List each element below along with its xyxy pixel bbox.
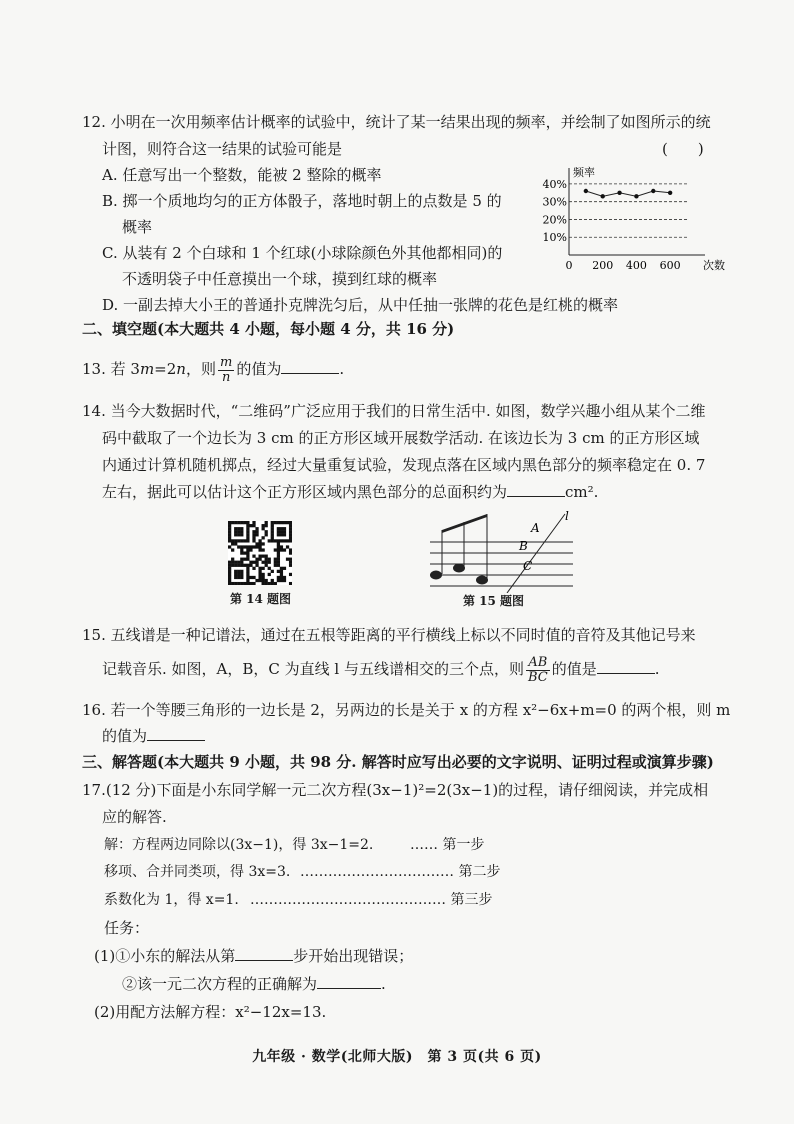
section-solution-title: 三、解答题(本大题共 9 小题，共 98 分. 解答时应写出必要的文字说明、证明过程或演算步骤) — [82, 753, 714, 771]
x-tick-label: 400 — [625, 259, 647, 272]
q12-option-d: D. 一副去掉大小王的普通扑克牌洗匀后，从中任抽一张牌的花色是红桃的概率 — [102, 296, 619, 314]
music-staff-figure — [425, 508, 575, 593]
q15-line2 — [102, 655, 660, 685]
point-b-label: B — [519, 539, 528, 553]
q16-line2 — [102, 722, 205, 751]
q14-line4 — [102, 478, 598, 507]
point-c-label: C — [523, 559, 533, 573]
q15-end: . — [654, 660, 660, 678]
y-tick-label: 40% — [542, 177, 567, 191]
q17-line1: 17.(12 分)下面是小东同学解一元二次方程(3x−1)²=2(3x−1)的过程，请仔细阅读，并完成相 — [82, 781, 709, 799]
q14-line4-text: 左右，据此可以估计这个正方形区域内黑色部分的总面积约为 — [102, 483, 508, 501]
y-axis-label: 频率 — [573, 166, 595, 179]
q14-unit: cm². — [565, 483, 599, 501]
page-footer: 九年级 · 数学(北师大版) 第 3 页(共 6 页) — [252, 1049, 542, 1065]
q17-task-label: 任务： — [104, 919, 150, 937]
data-point — [651, 189, 655, 193]
q17-step2: 移项、合并同类项，得 3x=3. — [104, 864, 291, 880]
data-point — [668, 191, 672, 195]
q15-line2-prefix: 记载音乐. 如图，A，B，C 为直线 l 与五线谱相交的三个点，则 — [102, 660, 524, 678]
q13-suffix: 的值为 — [236, 360, 282, 378]
q17-step1-marker: …… 第一步 — [410, 837, 485, 853]
q12-option-c: C. 从装有 2 个白球和 1 个红球(小球除颜色外其他都相同)的 — [102, 244, 503, 262]
q15-line1: 15. 五线谱是一种记谱法，通过在五根等距离的平行横线上标以不同时值的音符及其他记号来 — [82, 626, 696, 644]
q12-option-b-cont: 概率 — [122, 218, 153, 236]
q14-line1: 14. 当今大数据时代，“二维码”广泛应用于我们的日常生活中. 如图，数学兴趣小组从某个二维 — [82, 402, 706, 420]
q12-line1: 12. 小明在一次用频率估计概率的试验中，统计了某一结果出现的频率，并绘制了如图所示的统 — [82, 113, 711, 131]
q17-task2-blank[interactable] — [317, 972, 381, 989]
series-line — [586, 191, 670, 196]
q16-line2-text: 的值为 — [102, 727, 148, 745]
section-fill-blank-title: 二、填空题(本大题共 4 小题，每小题 4 分，共 16 分) — [82, 320, 455, 338]
y-tick-label: 10% — [542, 231, 567, 245]
q14-line3: 内通过计算机随机掷点，经过大量重复试验，发现点落在区域内黑色部分的频率稳定在 0. 7 — [102, 456, 706, 474]
q16-line1: 16. 若一个等腰三角形的一边长是 2，另两边的长是关于 x 的方程 x²−6x+m=0 的两个根，则 m — [82, 701, 731, 719]
q14-line2: 码中截取了一个边长为 3 cm 的正方形区域开展数学活动. 在该边长为 3 cm 的正方形区域 — [102, 429, 700, 447]
q12-line2: 计图，则符合这一结果的试验可能是 — [102, 140, 343, 158]
q13 — [82, 355, 344, 385]
q17-step2-marker: …………………………… 第二步 — [300, 864, 501, 880]
data-point — [601, 194, 605, 198]
q15-line2-suffix: 的值是 — [551, 660, 597, 678]
q13-var-m: m — [139, 360, 155, 378]
q15-fraction — [526, 656, 550, 685]
q17-step3: 系数化为 1，得 x=1. — [104, 892, 239, 908]
q13-prefix: 13. 若 3 — [82, 360, 140, 378]
y-tick-label: 30% — [542, 195, 567, 209]
q13-fraction — [218, 356, 234, 385]
q17-task1 — [94, 942, 413, 971]
data-point — [617, 191, 621, 195]
q17-task1-blank[interactable] — [235, 944, 293, 961]
q12-option-b: B. 掷一个质地均匀的正方体骰子，落地时朝上的点数是 5 的 — [102, 192, 502, 210]
q12-option-a: A. 任意写出一个整数，能被 2 整除的概率 — [102, 166, 382, 184]
fig15-caption: 第 15 题图 — [463, 594, 525, 608]
x-axis-label: 次数 — [703, 259, 725, 272]
q13-frac-num: m — [219, 354, 233, 370]
q14-answer-blank[interactable] — [507, 480, 565, 497]
q12-option-c-cont: 不透明袋子中任意摸出一个球，摸到红球的概率 — [122, 270, 438, 288]
q13-var-n: n — [176, 360, 186, 378]
line-l-label: l — [565, 509, 569, 523]
q16-answer-blank[interactable] — [147, 724, 205, 741]
q17-task1-suffix: 步开始出现错误； — [293, 947, 414, 965]
x-tick-label: 200 — [592, 259, 614, 272]
y-tick-label: 20% — [542, 213, 567, 227]
q17-task2 — [122, 970, 386, 999]
q13-after-n: ，则 — [185, 360, 216, 378]
point-a-label: A — [531, 521, 540, 535]
x-tick-label: 0 — [565, 259, 573, 272]
x-tick-label: 600 — [659, 259, 681, 272]
q13-mid: =2 — [154, 360, 177, 378]
q17-task2-prefix: ②该一元二次方程的正确解为 — [122, 975, 318, 993]
q13-end: . — [339, 360, 345, 378]
fig14-caption: 第 14 题图 — [230, 592, 292, 606]
q17-step1: 解：方程两边同除以(3x−1)，得 3x−1=2. — [104, 837, 374, 853]
q17-task1-prefix: (1)①小东的解法从第 — [94, 947, 236, 965]
q17-step3-marker: …………………………………… 第三步 — [250, 892, 493, 908]
q15-answer-blank[interactable] — [597, 657, 655, 674]
answer-bracket: ( ) — [662, 140, 704, 158]
qr-code-image — [228, 521, 292, 585]
q13-frac-den: n — [221, 369, 231, 385]
frequency-line-chart — [535, 160, 725, 275]
q15-frac-num: AB — [526, 656, 550, 671]
q15-frac-den: BC — [527, 669, 548, 685]
q17-line2: 应的解答. — [102, 808, 167, 826]
q13-answer-blank[interactable] — [281, 357, 339, 374]
data-point — [634, 194, 638, 198]
q17-task2-suffix: . — [381, 975, 386, 993]
data-point — [584, 189, 588, 193]
q17-task3: (2)用配方法解方程：x²−12x=13. — [94, 1003, 327, 1021]
